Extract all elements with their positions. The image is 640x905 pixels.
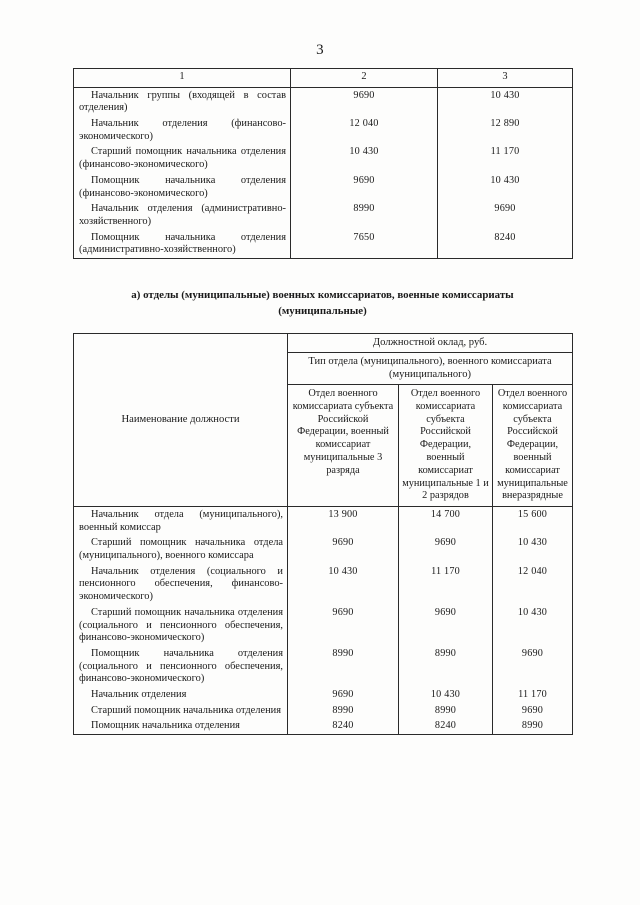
table-1-header xyxy=(74,69,573,88)
table-2-header xyxy=(74,334,573,507)
salary-value: 8990 xyxy=(291,201,438,229)
table-row xyxy=(74,718,573,734)
table-row xyxy=(74,230,573,259)
salary-value: 8240 xyxy=(288,718,399,734)
position-name: Начальник отделения (социального и пенсионного обеспечения, финансово-экономического) xyxy=(74,564,288,605)
salary-value: 12 040 xyxy=(493,564,573,605)
section-heading-line-1: а) отделы (муниципальные) военных комиссариатов, военные комиссариаты xyxy=(131,289,514,301)
salary-value: 8990 xyxy=(288,703,399,719)
salary-value: 11 170 xyxy=(399,564,493,605)
table-row xyxy=(74,173,573,201)
salary-table-1 xyxy=(73,68,573,259)
salary-value: 8240 xyxy=(399,718,493,734)
salary-value: 11 170 xyxy=(438,144,573,172)
table-row xyxy=(74,507,573,536)
header-department-type: Тип отдела (муниципального), военного комиссариата (муниципального) xyxy=(288,353,573,385)
table-row xyxy=(74,87,573,116)
position-name: Начальник отделения (финансово-экономического) xyxy=(74,116,291,144)
salary-value: 9690 xyxy=(493,646,573,687)
section-heading-line-2: (муниципальные) xyxy=(278,304,367,317)
salary-value: 10 430 xyxy=(438,87,573,116)
salary-value: 8990 xyxy=(288,646,399,687)
column-header-3: 3 xyxy=(438,69,573,88)
salary-value: 8990 xyxy=(399,703,493,719)
table-2-body xyxy=(74,507,573,735)
header-column-rank-3: Отдел военного комиссариата субъекта Российской Федерации, военный комиссариат муниципальные 3 разряда xyxy=(288,385,399,507)
salary-value: 8240 xyxy=(438,230,573,259)
salary-value: 9690 xyxy=(291,87,438,116)
table-row xyxy=(74,144,573,172)
column-header-1: 1 xyxy=(74,69,291,88)
position-name: Помощник начальника отделения (административно-хозяйственного) xyxy=(74,230,291,259)
header-column-rank-1-2: Отдел военного комиссариата субъекта Российской Федерации, военный комиссариат муниципальные 1 и 2 разрядов xyxy=(399,385,493,507)
position-name: Начальник отдела (муниципального), военный комиссар xyxy=(74,507,288,536)
salary-value: 9690 xyxy=(291,173,438,201)
table-row xyxy=(74,535,573,563)
table-row xyxy=(74,334,573,353)
salary-value: 8990 xyxy=(493,718,573,734)
position-name: Помощник начальника отделения (финансово-экономического) xyxy=(74,173,291,201)
section-heading xyxy=(73,288,572,320)
salary-value: 14 700 xyxy=(399,507,493,536)
salary-value: 15 600 xyxy=(493,507,573,536)
position-name: Старший помощник начальника отделения xyxy=(74,703,288,719)
position-name: Помощник начальника отделения (социального и пенсионного обеспечения, финансово-экономического) xyxy=(74,646,288,687)
salary-value: 10 430 xyxy=(438,173,573,201)
salary-table-2-container xyxy=(73,333,573,735)
page-number: 3 xyxy=(316,42,324,58)
table-1-body xyxy=(74,87,573,258)
table-row xyxy=(74,564,573,605)
column-header-2: 2 xyxy=(291,69,438,88)
salary-table-1-container xyxy=(73,68,573,259)
salary-value: 10 430 xyxy=(493,605,573,646)
salary-value: 10 430 xyxy=(493,535,573,563)
table-row xyxy=(74,646,573,687)
salary-value: 9690 xyxy=(399,535,493,563)
salary-value: 9690 xyxy=(438,201,573,229)
table-row xyxy=(74,201,573,229)
position-name: Старший помощник начальника отдела (муниципального), военного комиссара xyxy=(74,535,288,563)
salary-value: 9690 xyxy=(288,687,399,703)
position-name: Начальник отделения (административно-хозяйственного) xyxy=(74,201,291,229)
position-name: Начальник отделения xyxy=(74,687,288,703)
salary-value: 8990 xyxy=(399,646,493,687)
header-column-extra-rank: Отдел военного комиссариата субъекта Российской Федерации, военный комиссариат муниципальные внеразрядные xyxy=(493,385,573,507)
salary-value: 9690 xyxy=(399,605,493,646)
table-row xyxy=(74,687,573,703)
salary-value: 10 430 xyxy=(291,144,438,172)
position-name: Начальник группы (входящей в состав отделения) xyxy=(74,87,291,116)
position-name: Старший помощник начальника отделения (финансово-экономического) xyxy=(74,144,291,172)
salary-value: 12 890 xyxy=(438,116,573,144)
salary-value: 10 430 xyxy=(399,687,493,703)
salary-value: 9690 xyxy=(288,535,399,563)
salary-value: 9690 xyxy=(493,703,573,719)
salary-value: 11 170 xyxy=(493,687,573,703)
salary-value: 9690 xyxy=(288,605,399,646)
table-row xyxy=(74,116,573,144)
salary-value: 10 430 xyxy=(288,564,399,605)
salary-value: 12 040 xyxy=(291,116,438,144)
position-name: Помощник начальника отделения xyxy=(74,718,288,734)
table-row xyxy=(74,703,573,719)
salary-table-2 xyxy=(73,333,573,735)
salary-value: 13 900 xyxy=(288,507,399,536)
table-row xyxy=(74,69,573,88)
position-name: Старший помощник начальника отделения (социального и пенсионного обеспечения, финансово-экономического) xyxy=(74,605,288,646)
header-salary: Должностной оклад, руб. xyxy=(288,334,573,353)
salary-value: 7650 xyxy=(291,230,438,259)
header-position-name: Наименование должности xyxy=(74,334,288,507)
table-row xyxy=(74,605,573,646)
